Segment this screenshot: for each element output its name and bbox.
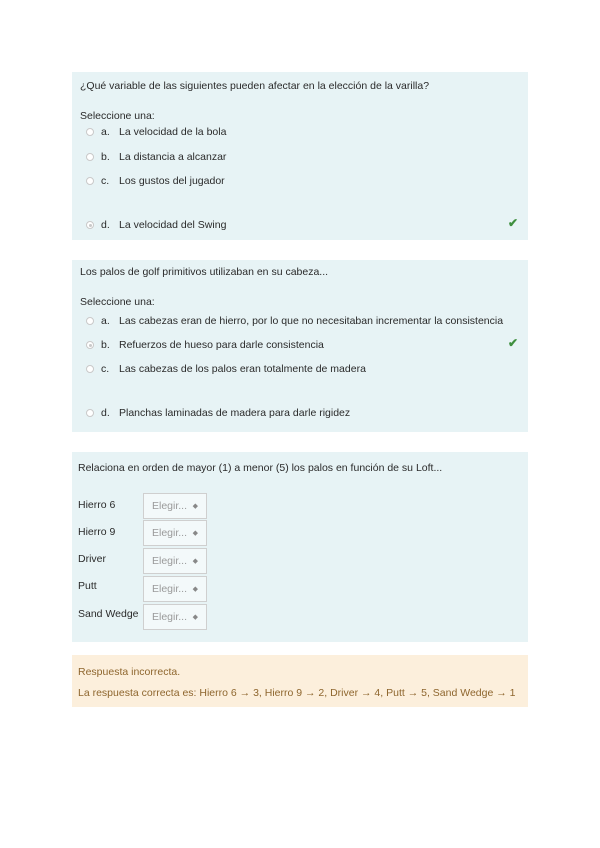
question-1-prompt: Seleccione una:: [80, 110, 155, 122]
q1-option-a[interactable]: a. La velocidad de la bola: [86, 125, 226, 139]
feedback-status: Respuesta incorrecta.: [78, 666, 181, 678]
select-arrow-icon: ◆: [192, 530, 198, 537]
match-row-hierro-9: [78, 519, 142, 545]
correct-check-icon: ✔: [507, 336, 518, 350]
q2-option-c[interactable]: c. Las cabezas de los palos eran totalmente de madera: [86, 362, 366, 376]
select-arrow-icon: ◆: [192, 558, 198, 565]
question-1-panel: [72, 72, 528, 240]
select-arrow-icon: ◆: [192, 614, 198, 621]
correct-check-icon: ✔: [507, 216, 518, 230]
radio-icon[interactable]: [86, 177, 94, 185]
feedback-panel: [72, 655, 528, 707]
radio-icon[interactable]: [86, 128, 94, 136]
question-2-panel: [72, 260, 528, 432]
match-select-hierro-9[interactable]: Elegir... ◆: [143, 520, 207, 546]
select-arrow-icon: ◆: [192, 503, 198, 510]
radio-selected-icon[interactable]: [86, 221, 94, 229]
match-label: Driver: [78, 553, 106, 565]
radio-selected-icon[interactable]: [86, 341, 94, 349]
match-row-driver: [78, 546, 142, 572]
match-select-hierro-6[interactable]: Elegir... ◆: [143, 493, 207, 519]
question-2-text: Los palos de golf primitivos utilizaban en su cabeza...: [80, 266, 329, 278]
radio-icon[interactable]: [86, 317, 94, 325]
radio-icon[interactable]: [86, 153, 94, 161]
q2-option-a[interactable]: a. Las cabezas eran de hierro, por lo que no necesitaban incrementar la consistencia: [86, 314, 503, 328]
match-select-sand-wedge[interactable]: Elegir... ◆: [143, 604, 207, 630]
q1-option-d[interactable]: d. La velocidad del Swing: [86, 218, 226, 232]
match-select-putt[interactable]: Elegir... ◆: [143, 576, 207, 602]
q2-option-b[interactable]: b. Refuerzos de hueso para darle consistencia: [86, 338, 324, 352]
match-label: Putt: [78, 580, 97, 592]
match-label: Hierro 6: [78, 499, 116, 511]
q1-option-c[interactable]: c. Los gustos del jugador: [86, 174, 225, 188]
match-label: Hierro 9: [78, 526, 116, 538]
match-label: Sand Wedge: [78, 608, 139, 620]
select-arrow-icon: ◆: [192, 586, 198, 593]
q1-option-b[interactable]: b. La distancia a alcanzar: [86, 150, 226, 164]
match-row-putt: [78, 573, 142, 599]
question-1-text: ¿Qué variable de las siguientes pueden afectar en la elección de la varilla?: [80, 80, 430, 92]
match-row-sand-wedge: [78, 601, 142, 627]
match-row-hierro-6: [78, 492, 142, 518]
question-3-panel: [72, 452, 528, 642]
radio-icon[interactable]: [86, 409, 94, 417]
radio-icon[interactable]: [86, 365, 94, 373]
match-select-driver[interactable]: Elegir... ◆: [143, 548, 207, 574]
question-2-prompt: Seleccione una:: [80, 296, 155, 308]
q2-option-d[interactable]: d. Planchas laminadas de madera para darle rigidez: [86, 406, 350, 420]
feedback-correct-answer: La respuesta correcta es: Hierro 6 → 3, Hierro 9 → 2, Driver → 4, Putt → 5, Sand Wedge → 1: [78, 687, 516, 699]
question-3-text: Relaciona en orden de mayor (1) a menor (5) los palos en función de su Loft...: [78, 462, 443, 474]
